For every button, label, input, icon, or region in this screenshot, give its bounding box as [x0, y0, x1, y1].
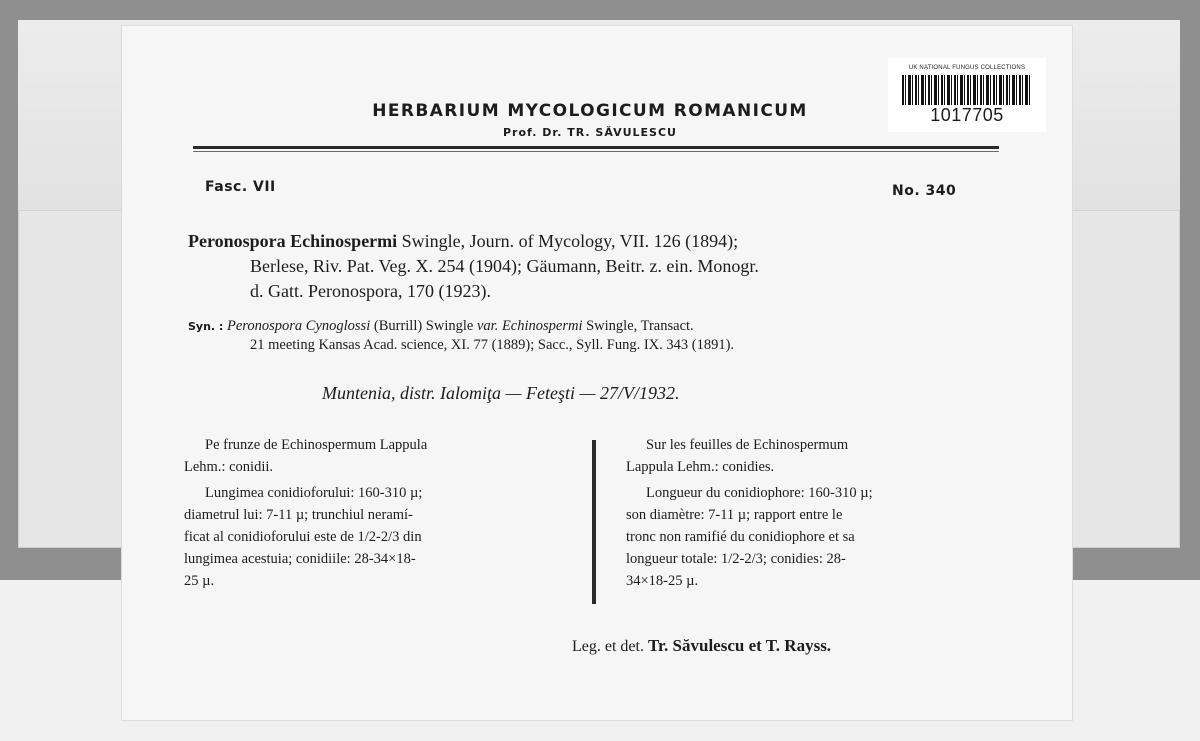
synonym-line-2: 21 meeting Kansas Acad. science, XI. 77 (1889); Sacc., Syll. Fung. IX. 343 (1891). — [250, 337, 735, 353]
synonym-reference: Swingle, Transact. — [582, 318, 694, 334]
romanian-measure-line-2: diametrul lui: 7-11 µ; trunchiul neramí- — [184, 507, 413, 523]
french-measure-line-4: longueur totale: 1/2-2/3; conidies: 28- — [626, 551, 846, 567]
romanian-measure-line-1: Lungimea conidioforului: 160-310 µ; — [205, 485, 423, 501]
synonym-line-1 — [188, 317, 694, 336]
romanian-measure-line-4: lungimea acestuia; conidiile: 28-34×18- — [184, 551, 416, 567]
french-measure-line-3: tronc non ramifié du conidiophore et sa — [626, 529, 855, 545]
barcode-sticker — [888, 58, 1046, 132]
french-measure-line-5: 34×18-25 µ. — [626, 573, 699, 589]
french-measure-line-1: Longueur du conidiophore: 160-310 µ; — [646, 485, 873, 501]
french-host-line-2: Lappula Lehm.: conidies. — [626, 459, 775, 475]
synonym-label: Syn. : — [188, 320, 224, 333]
romanian-measure-line-3: ficat al conidioforului este de 1/2-2/3 din — [184, 529, 422, 545]
collector-prefix: Leg. et det. — [572, 638, 648, 655]
barcode-number: 1017705 — [930, 105, 1004, 125]
column-divider — [592, 440, 596, 604]
french-host-line-1: Sur les feuilles de Echinospermum — [646, 437, 849, 453]
collection-locality: Muntenia, distr. Ialomiţa — Feteşti — 27/V/1932. — [322, 383, 680, 403]
species-citation-text: Swingle, Journ. of Mycology, VII. 126 (1894); — [397, 231, 739, 251]
synonym-variety: var. Echinospermi — [476, 318, 583, 334]
synonym-name: Peronospora Cynoglossi — [226, 318, 371, 334]
romanian-description — [184, 434, 428, 592]
species-citation-line-1 — [188, 229, 738, 254]
french-description — [626, 434, 873, 592]
collector-names: Tr. Săvulescu et T. Rayss. — [647, 636, 832, 655]
species-name: Peronospora Echinospermi — [188, 231, 398, 251]
collector-line — [572, 636, 831, 656]
header-divider — [193, 146, 999, 149]
french-measure-line-2: son diamètre: 7-11 µ; rapport entre le — [626, 507, 843, 523]
fascicle-number: Fasc. VII — [205, 179, 276, 195]
romanian-host-line-1: Pe frunze de Echinospermum Lappula — [205, 437, 428, 453]
romanian-host-line-2: Lehm.: conidii. — [184, 459, 273, 475]
herbarium-title: HERBARIUM MYCOLOGICUM ROMANICUM — [372, 101, 808, 121]
barcode-icon — [902, 75, 1032, 105]
specimen-number: No. 340 — [892, 183, 957, 199]
herbarium-subtitle: Prof. Dr. TR. SĂVULESCU — [502, 126, 677, 139]
synonym-author: (Burrill) Swingle — [370, 318, 477, 334]
header-divider-thin — [193, 151, 999, 152]
barcode-caption: UK NATIONAL FUNGUS COLLECTIONS — [908, 65, 1026, 71]
species-citation-line-3: d. Gatt. Peronospora, 170 (1923). — [250, 281, 491, 301]
romanian-measure-line-5: 25 µ. — [184, 573, 215, 589]
species-citation-line-2: Berlese, Riv. Pat. Veg. X. 254 (1904); Gäumann, Beitr. z. ein. Monogr. — [250, 256, 759, 276]
